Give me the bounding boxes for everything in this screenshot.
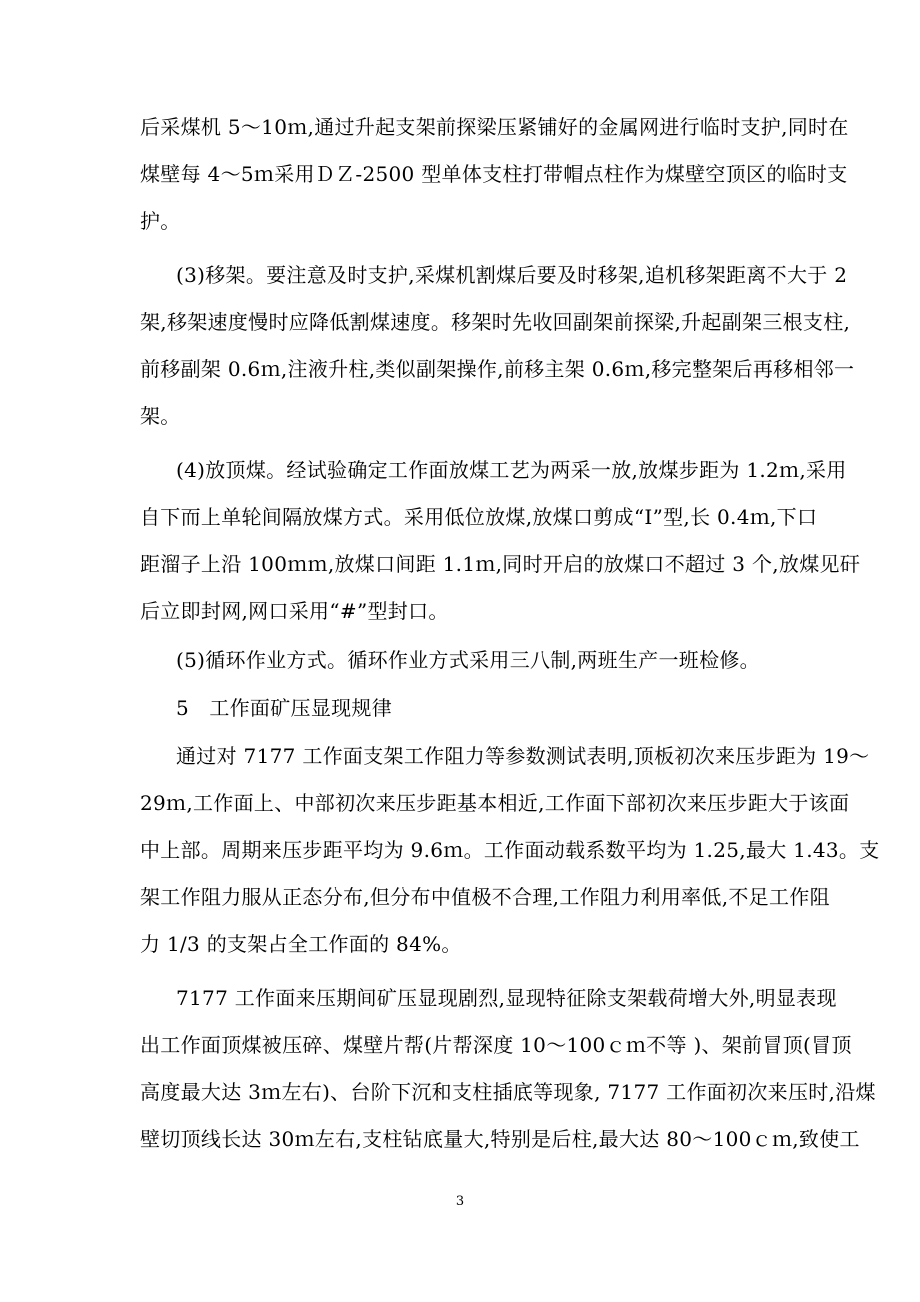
text-line: 通过对 7177 工作面支架工作阻力等参数测试表明,顶板初次来压步距为 19～ [176,744,870,768]
text-line: 7177 工作面来压期间矿压显现剧烈,显现特征除支架载荷增大外,明显表现 [176,986,837,1010]
text-line: 后采煤机 5～10ｍ,通过升起支架前探梁压紧铺好的金属网进行临时支护,同时在 [140,115,849,139]
text-line: 煤壁每 4～5ｍ采用ＤＺ-2500 型单体支柱打带帽点柱作为煤壁空顶区的临时支 [140,162,848,186]
text-line: 壁切顶线长达 30ｍ左右,支柱钻底量大,特别是后柱,最大达 80～100ｃｍ,致使工 [140,1127,860,1151]
text-line: 前移副架 0.6ｍ,注液升柱,类似副架操作,前移主架 0.6ｍ,移完整架后再移相邻一 [140,357,855,381]
page-number: 3 [455,1194,465,1209]
text-line: 自下而上单轮间隔放煤方式。采用低位放煤,放煤口剪成“Ⅰ”型,长 0.4ｍ,下口 [140,505,818,529]
text-line: 架,移架速度慢时应降低割煤速度。移架时先收回副架前探梁,升起副架三根支柱, [140,310,851,334]
text-line: (4)放顶煤。经试验确定工作面放煤工艺为两采一放,放煤步距为 1.2ｍ,采用 [176,458,847,482]
text-line: 护。 [140,209,181,233]
text-line: 距溜子上沿 100ｍｍ,放煤口间距 1.1ｍ,同时开启的放煤口不超过 3 个,放煤见矸 [140,552,861,576]
text-line: 高度最大达 3ｍ左右)、台阶下沉和支柱插底等现象, 7177 工作面初次来压时,沿煤 [140,1080,876,1104]
text-line: 中上部。周期来压步距平均为 9.6ｍ。工作面动载系数平均为 1.25,最大 1.43。支 [140,838,880,862]
text-line: 架。 [140,404,181,428]
text-line: 29ｍ,工作面上、中部初次来压步距基本相近,工作面下部初次来压步距大于该面 [140,791,850,815]
text-line: (5)循环作业方式。循环作业方式采用三八制,两班生产一班检修。 [176,648,760,672]
text-line: (3)移架。要注意及时支护,采煤机割煤后要及时移架,追机移架距离不大于 2 [176,263,848,287]
section-heading: 5 工作面矿压显现规律 [176,696,393,720]
text-line: 后立即封网,网口采用“#”型封口。 [140,599,449,623]
text-line: 架工作阻力服从正态分布,但分布中值极不合理,工作阻力利用率低,不足工作阻 [140,885,830,909]
text-line: 力 1/3 的支架占全工作面的 84%。 [140,932,462,956]
text-line: 出工作面顶煤被压碎、煤壁片帮(片帮深度 10～100ｃｍ不等 )、架前冒顶(冒顶 [140,1033,852,1057]
